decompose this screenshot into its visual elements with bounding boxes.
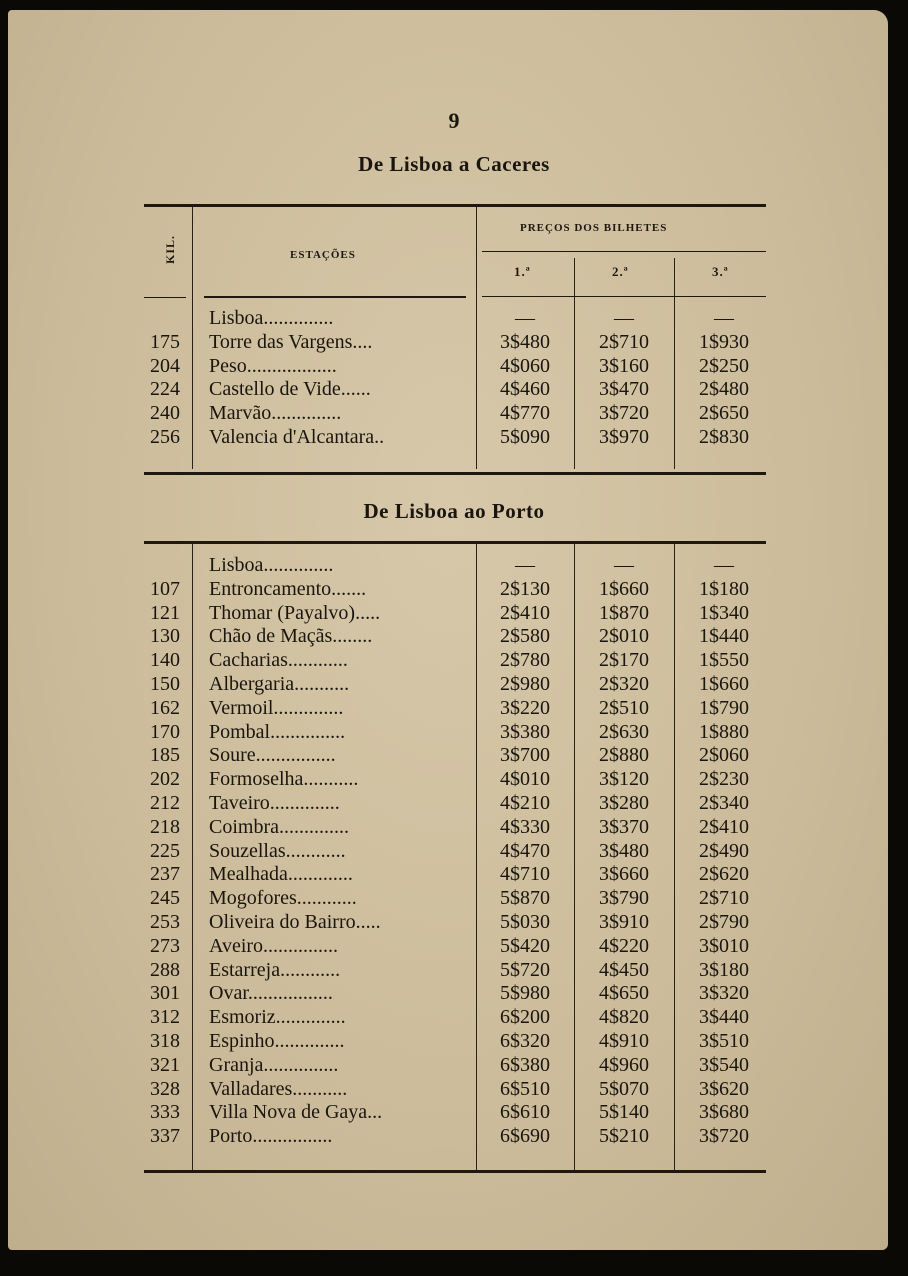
class3-price-cell: 3$510 — [699, 1030, 749, 1052]
km-cell: 121 — [150, 601, 180, 624]
class3-price-cell: 3$010 — [699, 934, 749, 957]
class1-price-cell: 5$030 — [500, 911, 550, 933]
class1-price-cell: 6$200 — [500, 1006, 550, 1029]
class3-price-cell: 2$490 — [699, 839, 749, 862]
class1-price-cell: 4$210 — [500, 792, 550, 814]
station-cell: Thomar (Payalvo)..... — [209, 601, 381, 624]
table2-row — [0, 887, 908, 911]
class2-price-cell: 3$660 — [599, 863, 649, 886]
class3-price-cell: 1$550 — [699, 649, 749, 672]
table2-row — [0, 1078, 908, 1102]
table2-title: De Lisboa ao Porto — [363, 499, 545, 523]
class1-price-cell: 3$700 — [500, 744, 550, 767]
page-number: 9 — [448, 108, 460, 133]
class1-price-cell: 2$580 — [500, 625, 550, 648]
class1-price-cell: 3$480 — [500, 330, 550, 353]
station-cell: Peso.................. — [209, 354, 337, 377]
class1-price-cell: 6$320 — [500, 1030, 550, 1052]
class3-price-cell: 1$930 — [699, 330, 749, 353]
km-cell: 256 — [150, 426, 180, 448]
class3-price-cell: 2$410 — [699, 815, 749, 838]
class1-price-cell: 2$980 — [500, 673, 550, 695]
station-cell: Pombal............... — [209, 720, 346, 743]
class3-price-cell: 2$250 — [699, 354, 749, 377]
table2-row — [0, 578, 908, 602]
class1-header: 1.ª — [514, 264, 531, 279]
km-cell: 240 — [150, 402, 180, 425]
class2-price-cell: 4$650 — [599, 982, 649, 1005]
class2-price-cell: 4$910 — [599, 1030, 649, 1052]
class2-price-cell: 5$140 — [599, 1101, 649, 1124]
table2-bottom-rule — [144, 1170, 766, 1173]
class2-price-cell: 5$070 — [599, 1077, 649, 1100]
station-cell: Souzellas............ — [209, 839, 346, 862]
class3-price-cell: 1$340 — [699, 601, 749, 624]
table1-header-rule-stations — [204, 296, 466, 298]
km-cell: 225 — [150, 839, 180, 862]
table1-bottom-rule — [144, 472, 766, 475]
station-cell: Lisboa.............. — [209, 554, 334, 576]
station-cell: Marvão.............. — [209, 402, 342, 425]
class3-price-cell: 3$720 — [699, 1125, 749, 1148]
km-cell: 328 — [150, 1077, 180, 1100]
station-cell: Lisboa.............. — [209, 307, 334, 329]
class2-price-cell: 3$470 — [599, 378, 649, 401]
class3-price-cell: 2$830 — [699, 426, 749, 448]
table2-row — [0, 744, 908, 768]
class1-price-cell: 4$710 — [500, 863, 550, 886]
class1-price-cell: — — [515, 307, 535, 329]
class1-price-cell: 4$770 — [500, 402, 550, 425]
class1-price-cell: 4$010 — [500, 768, 550, 791]
table2-row — [0, 816, 908, 840]
class1-price-cell: 5$870 — [500, 887, 550, 910]
station-cell: Valladares........... — [209, 1077, 348, 1100]
km-cell: 212 — [150, 792, 180, 814]
table2-row — [0, 840, 908, 864]
class1-price-cell: 3$380 — [500, 720, 550, 743]
station-cell: Entroncamento....... — [209, 577, 367, 600]
class2-price-cell: 3$970 — [599, 426, 649, 448]
class3-price-cell: 3$320 — [699, 982, 749, 1005]
km-cell: 318 — [150, 1030, 180, 1052]
class1-price-cell: 6$380 — [500, 1053, 550, 1076]
table2-row — [0, 982, 908, 1006]
class1-price-cell: 4$460 — [500, 378, 550, 401]
class3-price-cell: 2$230 — [699, 768, 749, 791]
class1-price-cell: 5$420 — [500, 934, 550, 957]
km-cell: 162 — [150, 696, 180, 719]
table2-row — [0, 554, 908, 578]
km-cell: 130 — [150, 625, 180, 648]
class3-price-cell: 2$710 — [699, 887, 749, 910]
table1-top-rule — [144, 204, 766, 207]
station-cell: Vermoil.............. — [209, 696, 344, 719]
km-cell: 273 — [150, 934, 180, 957]
class2-price-cell: 2$630 — [599, 720, 649, 743]
table2-row — [0, 1030, 908, 1054]
table2-row — [0, 673, 908, 697]
table2-row — [0, 697, 908, 721]
station-cell: Estarreja............ — [209, 958, 341, 981]
table2-row — [0, 935, 908, 959]
class2-price-cell: 4$960 — [599, 1053, 649, 1076]
table2-row — [0, 792, 908, 816]
station-cell: Coimbra.............. — [209, 815, 349, 838]
km-cell: 288 — [150, 958, 180, 981]
class1-price-cell: 5$980 — [500, 982, 550, 1005]
km-cell: 107 — [150, 577, 180, 600]
class3-price-cell: 3$440 — [699, 1006, 749, 1029]
km-cell: 185 — [150, 744, 180, 767]
table1-header-rule-km — [144, 297, 186, 298]
station-cell: Villa Nova de Gaya... — [209, 1101, 383, 1124]
class3-price-cell: 2$650 — [699, 402, 749, 425]
class1-price-cell: 5$090 — [500, 426, 550, 448]
km-cell: 301 — [150, 982, 180, 1005]
class2-price-cell: 2$170 — [599, 649, 649, 672]
table1-row — [0, 378, 908, 402]
table2-row — [0, 1125, 908, 1149]
class3-price-cell: — — [714, 307, 734, 329]
km-cell: 237 — [150, 863, 180, 886]
station-cell: Porto................ — [209, 1125, 333, 1148]
class2-price-cell: 2$880 — [599, 744, 649, 767]
class3-price-cell: 2$480 — [699, 378, 749, 401]
class3-price-cell: 2$620 — [699, 863, 749, 886]
class2-price-cell: 1$870 — [599, 601, 649, 624]
station-cell: Aveiro............... — [209, 934, 339, 957]
class3-price-cell: 1$880 — [699, 720, 749, 743]
station-cell: Castello de Vide...... — [209, 378, 371, 401]
class2-price-cell: — — [614, 307, 634, 329]
class2-price-cell: 3$480 — [599, 839, 649, 862]
class3-price-cell: 1$180 — [699, 577, 749, 600]
km-cell: 140 — [150, 649, 180, 672]
class2-price-cell: 2$710 — [599, 330, 649, 353]
km-cell: 170 — [150, 720, 180, 743]
table2-row — [0, 602, 908, 626]
table1-row — [0, 402, 908, 426]
table2-top-rule — [144, 541, 766, 544]
class1-price-cell: 2$780 — [500, 649, 550, 672]
class3-price-cell: 3$620 — [699, 1077, 749, 1100]
class2-price-cell: 3$790 — [599, 887, 649, 910]
class2-price-cell: 3$720 — [599, 402, 649, 425]
class2-price-cell: 3$160 — [599, 354, 649, 377]
class2-price-cell: 5$210 — [599, 1125, 649, 1148]
class3-price-cell: 3$680 — [699, 1101, 749, 1124]
km-cell: 224 — [150, 378, 180, 401]
class2-price-cell: 4$450 — [599, 958, 649, 981]
class3-price-cell: 1$660 — [699, 673, 749, 695]
table2-row — [0, 1054, 908, 1078]
class1-price-cell: 3$220 — [500, 696, 550, 719]
class1-price-cell: 2$410 — [500, 601, 550, 624]
km-cell: 312 — [150, 1006, 180, 1029]
km-cell: 321 — [150, 1053, 180, 1076]
table2-row — [0, 959, 908, 983]
class2-price-cell: 3$120 — [599, 768, 649, 791]
class2-price-cell: 3$910 — [599, 911, 649, 933]
station-cell: Albergaria........... — [209, 673, 350, 695]
table2-row — [0, 863, 908, 887]
table1-row — [0, 355, 908, 379]
table2-row — [0, 625, 908, 649]
class2-price-cell: 2$320 — [599, 673, 649, 695]
station-cell: Granja............... — [209, 1053, 339, 1076]
class3-price-cell: — — [714, 554, 734, 576]
table1-row — [0, 331, 908, 355]
table2-row — [0, 768, 908, 792]
class2-price-cell: 4$820 — [599, 1006, 649, 1029]
table1-row — [0, 307, 908, 331]
class3-price-cell: 2$340 — [699, 792, 749, 814]
station-cell: Esmoriz.............. — [209, 1006, 346, 1029]
table1-row — [0, 426, 908, 450]
class3-price-cell: 3$540 — [699, 1053, 749, 1076]
km-cell: 175 — [150, 330, 180, 353]
station-cell: Espinho.............. — [209, 1030, 345, 1052]
km-header: KIL. — [163, 234, 178, 265]
station-cell: Ovar................. — [209, 982, 333, 1005]
class2-price-cell: 3$370 — [599, 815, 649, 838]
class3-price-cell: 2$790 — [699, 911, 749, 933]
class1-price-cell: — — [515, 554, 535, 576]
class1-price-cell: 6$610 — [500, 1101, 550, 1124]
stations-header: ESTAÇÕES — [290, 249, 356, 261]
table1-prices-brace — [482, 251, 766, 252]
km-cell: 202 — [150, 768, 180, 791]
km-cell: 333 — [150, 1101, 180, 1124]
class2-price-cell: 3$280 — [599, 792, 649, 814]
class3-price-cell: 1$790 — [699, 696, 749, 719]
km-cell: 253 — [150, 911, 180, 933]
station-cell: Taveiro.............. — [209, 792, 340, 814]
km-cell: 218 — [150, 815, 180, 838]
class3-price-cell: 3$180 — [699, 958, 749, 981]
station-cell: Cacharias............ — [209, 649, 348, 672]
station-cell: Formoselha........... — [209, 768, 359, 791]
station-cell: Chão de Maçãs........ — [209, 625, 373, 648]
class2-price-cell: — — [614, 554, 634, 576]
km-cell: 150 — [150, 673, 180, 695]
class2-price-cell: 1$660 — [599, 577, 649, 600]
station-cell: Torre das Vargens.... — [209, 330, 373, 353]
station-cell: Oliveira do Bairro..... — [209, 911, 381, 933]
station-cell: Valencia d'Alcantara.. — [209, 426, 385, 448]
km-cell: 204 — [150, 354, 180, 377]
class2-header: 2.ª — [612, 264, 629, 279]
class1-price-cell: 4$470 — [500, 839, 550, 862]
class3-price-cell: 2$060 — [699, 744, 749, 767]
class2-price-cell: 2$010 — [599, 625, 649, 648]
class3-header: 3.ª — [712, 264, 729, 279]
prices-header: PREÇOS DOS BILHETES — [520, 222, 668, 234]
table1-header-rule-prices — [482, 296, 766, 297]
class1-price-cell: 6$690 — [500, 1125, 550, 1148]
station-cell: Mogofores............ — [209, 887, 357, 910]
table2-row — [0, 1006, 908, 1030]
class1-price-cell: 4$060 — [500, 354, 550, 377]
class2-price-cell: 4$220 — [599, 934, 649, 957]
table2-row — [0, 1101, 908, 1125]
class1-price-cell: 4$330 — [500, 815, 550, 838]
class2-price-cell: 2$510 — [599, 696, 649, 719]
station-cell: Mealhada............. — [209, 863, 353, 886]
table2-row — [0, 649, 908, 673]
table2-row — [0, 721, 908, 745]
class3-price-cell: 1$440 — [699, 625, 749, 648]
station-cell: Soure................ — [209, 744, 336, 767]
km-cell: 337 — [150, 1125, 180, 1148]
class1-price-cell: 5$720 — [500, 958, 550, 981]
class1-price-cell: 2$130 — [500, 577, 550, 600]
table2-row — [0, 911, 908, 935]
table1-title: De Lisboa a Caceres — [358, 152, 550, 176]
class1-price-cell: 6$510 — [500, 1077, 550, 1100]
km-cell: 245 — [150, 887, 180, 910]
